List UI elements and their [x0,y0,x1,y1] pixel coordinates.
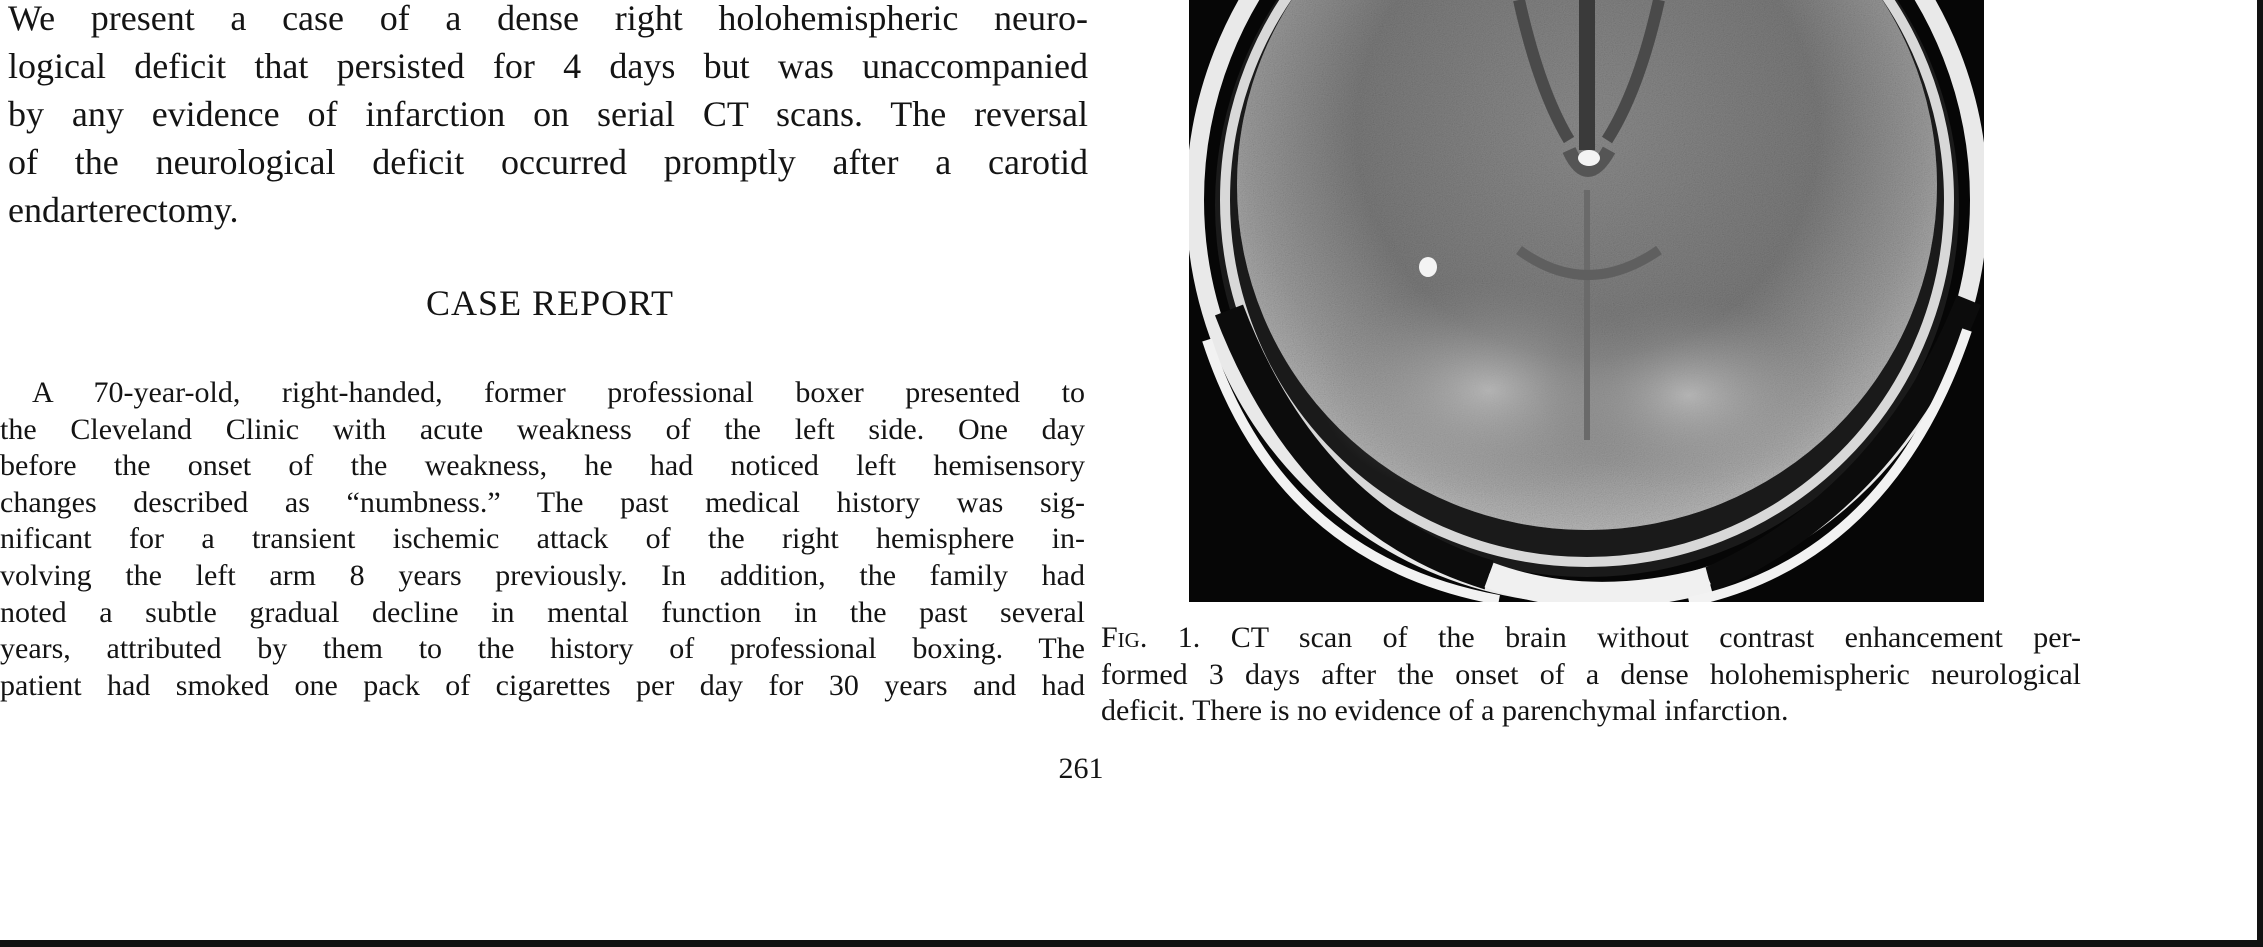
case-report-line: A 70-year-old, right-handed, former professional boxer presented to [32,376,1085,409]
intro-line: We present a case of a dense right holohemispheric neuro- [8,0,1088,38]
caption-line: deficit. There is no evidence of a parenchymal infarction. [1101,694,1789,727]
page-edge-rule [2257,0,2263,947]
ct-scan-image [1189,0,1984,602]
case-report-paragraph [0,375,1085,704]
case-report-line: changes described as “numbness.” The past medical history was sig- [0,485,1085,519]
page-number: 261 [1058,752,1104,785]
caption-line: formed 3 days after the onset of a dense holohemispheric neurological [1101,657,2081,691]
intro-line: logical deficit that persisted for 4 days but was unaccompanied [8,46,1088,86]
case-report-line: patient had smoked one pack of cigarettes per day for 30 years and had [0,668,1085,702]
case-report-line: noted a subtle gradual decline in mental function in the past several [0,595,1085,629]
intro-line: endarterectomy. [8,190,239,230]
figure-caption [1101,620,2081,730]
intro-paragraph [8,0,1088,234]
caption-text: CT scan of the brain without contrast enhancement per- [1230,621,2081,654]
section-heading: CASE REPORT [426,283,674,323]
caption-number: 1. [1177,621,1201,654]
page-bottom-rule [0,940,2263,947]
case-report-line: before the onset of the weakness, he had noticed left hemisensory [0,449,1085,483]
intro-line: of the neurological deficit occurred promptly after a carotid [8,142,1088,182]
case-report-line: volving the left arm 8 years previously. In addition, the family had [0,558,1085,592]
case-report-line: years, attributed by them to the history of professional boxing. The [0,632,1085,666]
caption-line [1101,620,2081,657]
case-report-line: the Cleveland Clinic with acute weakness of the left side. One day [0,412,1085,446]
caption-label: Fig. [1101,621,1148,654]
intro-line: by any evidence of infarction on serial CT scans. The reversal [8,94,1088,134]
ct-scan-figure [1189,0,1984,602]
case-report-line: nificant for a transient ischemic attack of the right hemisphere in- [0,522,1085,556]
